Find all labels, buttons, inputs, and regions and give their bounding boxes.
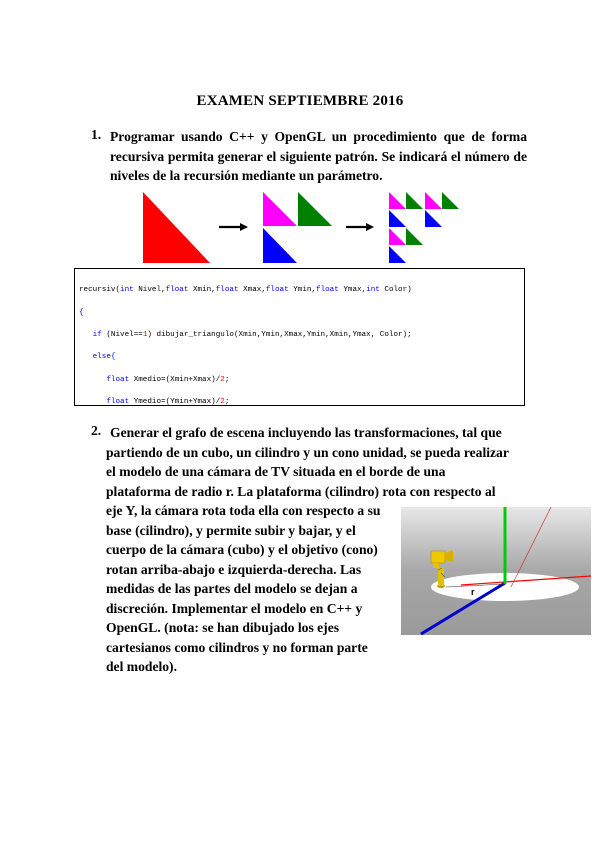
question-2-line-9: medidas de las partes del modelo se dejan a: [106, 581, 358, 596]
triangle-level2-magenta: [263, 192, 297, 226]
recursion-pattern-figure: [138, 188, 468, 266]
question-1-number: 1.: [91, 127, 102, 142]
question-2-line-7: cuerpo de la cámara (cubo) y el objetivo (cono): [106, 542, 378, 557]
question-2-line-3: el modelo de una cámara de TV situada en el borde de una: [106, 464, 446, 479]
question-2-line-6: base (cilindro), y permite subir y bajar, y el: [106, 522, 356, 538]
code-line-1: recursiv(int Nivel,float Xmin,float Xmax,float Ymin,float Ymax,int Color): [79, 286, 412, 295]
question-2-line-4: plataforma de radio r. La plataforma (cilindro) rota con respecto al: [106, 483, 496, 499]
triangle-level2-green: [298, 192, 332, 226]
question-1-text: Programar usando C++ y OpenGL un procedimiento que de forma recursiva permita generar el siguiente patrón. Se indicará el número de niveles de la recursión mediante un parámetro.: [110, 129, 527, 183]
exam-title: EXAMEN SEPTIEMBRE 2016: [196, 93, 404, 109]
question-2-line-12: cartesianos como cilindros y no forman parte: [106, 639, 368, 655]
radius-label: r: [471, 587, 475, 597]
code-listing: [74, 268, 525, 406]
triangle-level2-blue: [263, 228, 297, 263]
code-line-6: float Ymedio=(Ymin+Ymax)/2;: [106, 398, 230, 406]
question-2-line-13: del modelo).: [106, 659, 177, 674]
arrow-right-icon: [346, 223, 374, 231]
question-2-line-8: rotan arriba-abajo e izquierda-derecha. Las: [106, 561, 362, 577]
question-2-line-1: Generar el grafo de escena incluyendo las transformaciones, tal que: [110, 425, 502, 440]
triangle-level1: [143, 192, 210, 263]
question-2-number: 2.: [91, 423, 102, 438]
code-line-2: {: [79, 308, 84, 317]
arrow-right-icon: [219, 223, 248, 231]
tv-camera-scene-illustration: [401, 507, 591, 635]
code-line-4: else{: [79, 353, 116, 362]
question-2-line-2: partiendo de un cubo, un cilindro y un cono unidad, se pueda realizar: [106, 444, 509, 460]
code-line-3: if (Nivel==1) dibujar_triangulo(Xmin,Ymin,Xmax,Ymin,Xmin,Ymax, Color);: [92, 330, 412, 339]
question-2-line-5: eje Y, la cámara rota toda ella con respecto a su: [106, 503, 381, 518]
triangle-level3-group: [389, 192, 459, 263]
code-line-5: float Xmedio=(Xmin+Xmax)/2;: [106, 375, 230, 384]
question-2-line-11: OpenGL. (nota: se han dibujado los ejes: [106, 620, 340, 635]
question-2-line-10: discreción. Implementar el modelo en C++ y: [106, 600, 363, 616]
